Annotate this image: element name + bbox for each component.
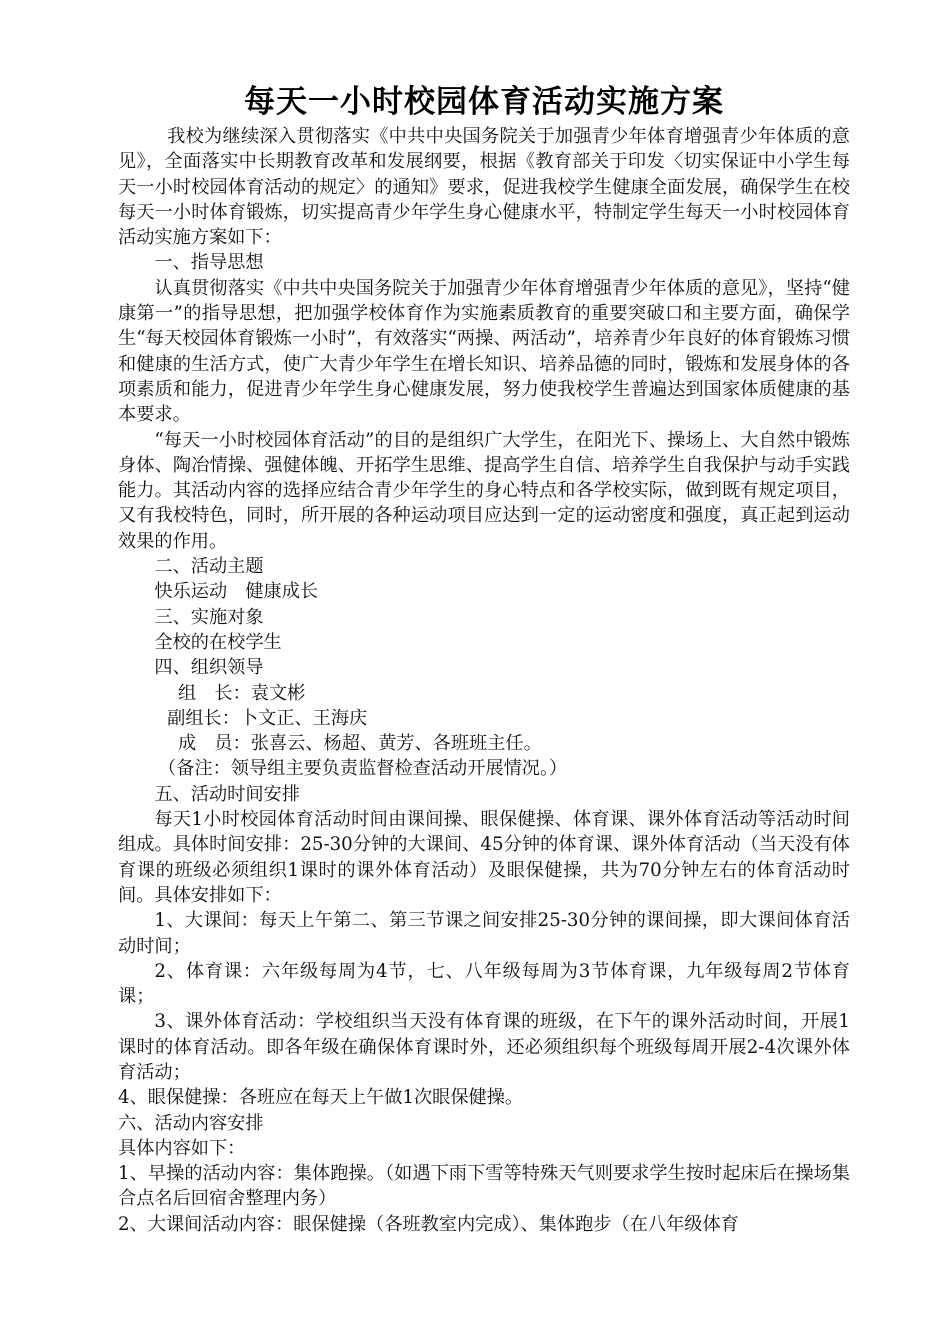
purpose-paragraph: “每天一小时校园体育活动”的目的是组织广大学生，在阳光下、操场上、大自然中锻炼身体、陶冶情操、强健体魄、开拓学生思维、提高学生自信、培养学生自我保护与动手实践能力。其活动内容的选择应结合青少年学生的身心特点和各学校实际，做到既有规定项目，又有我校特色，同时，所开展的各种运动项目应达到一定的运动密度和强度，真正起到运动效果的作用。 [118, 429, 850, 552]
section-heading-leadership: 四、组织领导 [154, 657, 264, 679]
content-intro: 具体内容如下： [118, 1137, 246, 1159]
content-item-1: 1、早操的活动内容：集体跑操。（如遇下雨下雪等特殊天气则要求学生按时起床后在操场集合点名后回宿舍整理内务） [118, 1163, 850, 1210]
deputy-leader-line: 副组长：卜文正、王海庆 [167, 707, 368, 729]
leadership-note: （备注：领导组主要负责监督检查活动开展情况。） [158, 758, 568, 780]
intro-paragraph: 我校为继续深入贯彻落实《中共中央国务院关于加强青少年体育增强青少年体质的意见》，全面落实中长期教育改革和发展纲要，根据《教育部关于印发〈切实保证中小学生每天一小时校园体育活动的规定〉的通知》要求，促进我校学生健康全面发展，确保学生在校每天一小时体育锻炼，切实提高青少年学生身心健康水平，特制定学生每天一小时校园体育活动实施方案如下： [118, 126, 850, 249]
schedule-item-1: 1、大课间：每天上午第二、第三节课之间安排25-30分钟的课间操，即大课间体育活动时间； [118, 910, 850, 957]
document-page [118, 80, 850, 1237]
schedule-paragraph: 每天1小时校园体育活动时间由课间操、眼保健操、体育课、课外体育活动等活动时间组成。具体时间安排：25-30分钟的大课间、45分钟的体育课、课外体育活动（当天没有体育课的班级必须组织1课时的课外体育活动）及眼保健操，共为70分钟左右的体育活动时间。具体安排如下： [118, 809, 850, 906]
theme-text: 快乐运动 健康成长 [154, 581, 319, 603]
section-heading-content: 六、活动内容安排 [118, 1112, 264, 1134]
section-heading-schedule: 五、活动时间安排 [154, 783, 300, 805]
section-heading-target: 三、实施对象 [154, 606, 264, 628]
section-heading-theme: 二、活动主题 [154, 556, 264, 578]
schedule-item-4: 4、眼保健操：各班应在每天上午做1次眼保健操。 [118, 1087, 524, 1109]
schedule-item-3: 3、课外体育活动：学校组织当天没有体育课的班级，在下午的课外活动时间，开展1课时的体育活动。即各年级在确保体育课时外，还必须组织每个班级每周开展2-4次课外体育活动； [118, 1011, 850, 1083]
members-line: 成 员：张喜云、杨超、黄芳、各班班主任。 [178, 733, 542, 755]
content-item-2: 2、大课间活动内容：眼保健操（各班教室内完成）、集体跑步（在八年级体育 [118, 1213, 739, 1235]
document-title: 每天一小时校园体育活动实施方案 [244, 84, 724, 120]
leader-line: 组 长：袁文彬 [178, 682, 306, 704]
target-text: 全校的在校学生 [154, 631, 282, 653]
section-heading-guiding-thought: 一、指导思想 [154, 252, 264, 274]
schedule-item-2: 2、体育课：六年级每周为4节，七、八年级每周为3节体育课，九年级每周2节体育课； [118, 960, 850, 1008]
guiding-thought-paragraph: 认真贯彻落实《中共中央国务院关于加强青少年体育增强青少年体质的意见》，坚持“健康第一”的指导思想，把加强学校体育作为实施素质教育的重要突破口和主要方面，确保学生“每天校园体育锻炼一小时”，有效落实“两操、两活动”，培养青少年良好的体育锻炼习惯和健康的生活方式，使广大青少年学生在增长知识、培养品德的同时，锻炼和发展身体的各项素质和能力，促进青少年学生身心健康发展，努力使我校学生普遍达到国家体质健康的基本要求。 [118, 277, 850, 426]
